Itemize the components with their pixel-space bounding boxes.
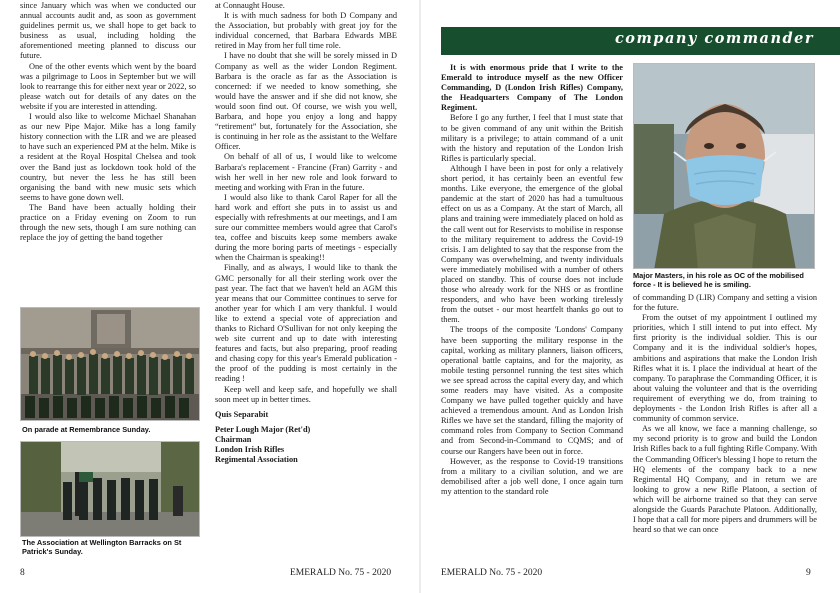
paragraph: Keep well and keep safe, and hopefully we shall soon meet up in better times. bbox=[215, 384, 397, 404]
paragraph: of commanding D (LIR) Company and setting a vision for the future. bbox=[633, 293, 817, 313]
signature-line: London Irish Rifles bbox=[215, 445, 285, 455]
paragraph: It is with enormous pride that I write to the Emerald to introduce myself as the new Officer Commanding, D (London Irish Rifles) Company, the Headquarters Company of The London Regiment. bbox=[441, 63, 623, 113]
paragraph: I have no doubt that she will be sorely missed in D Company as well as the wider London Regiment. Barbara is the oracle as far as the Association is concerned: if we needed to know something, she would have the answer and if she did not know, she would soon find out. Of course, we wish you well, Barbara, and hope you enjoy a long and happy “retirement” but, fortunately for the Association, she is continuing in her role as the assistant to the Welfare Officer. bbox=[215, 51, 397, 152]
remembrance-parade-photo bbox=[20, 307, 200, 421]
paragraph: since January which was when we conducted our annual accounts audit and, as soon as government guidelines permit us, we shall hope to get back to business as usual, including holding the aforementioned meeting planned to discuss our future. bbox=[20, 1, 196, 61]
paragraph: I would also like to welcome Michael Shanahan as our new Pipe Major. Mike has a long family history connection with the LIR and we are pleased to have such an experienced PM at the helm. Mike is a resident at the Royal Hospital Chelsea and took over the Band just as lockdown took hold of the country, but never the less he has still been organising the band with new music sets which seems to have gone down well. bbox=[20, 112, 196, 202]
section-banner bbox=[441, 27, 840, 55]
right-column-2-text bbox=[633, 293, 817, 563]
remembrance-photo-caption: On parade at Remembrance Sunday. bbox=[22, 425, 151, 434]
major-masters-photo bbox=[633, 63, 815, 269]
left-column-2-text bbox=[215, 1, 397, 561]
major-masters-photo-caption: Major Masters, in his role as OC of the mobilised force - It is believed he is smiling. bbox=[633, 271, 804, 289]
left-column-1-text bbox=[20, 1, 196, 306]
signature-line: Chairman bbox=[215, 434, 252, 444]
left-footer-title: EMERALD No. 75 - 2020 bbox=[290, 568, 392, 578]
left-page-number: 8 bbox=[20, 568, 25, 578]
wellington-photo-caption: The Association at Wellington Barracks on St Patrick's Sunday. bbox=[22, 538, 182, 556]
paragraph: The Band have been actually holding their practice on a Friday evening on Zoom to run through the new sets, though I am sure nothing can replace the joy of getting the band together bbox=[20, 202, 196, 243]
right-footer-title: EMERALD No. 75 - 2020 bbox=[441, 568, 543, 578]
signature-line: Peter Lough Major (Ret'd) bbox=[215, 424, 311, 434]
paragraph: However, as the response to Covid-19 transitions from a military to a civilian solution, and we are demobilised after a job well done, I once again turn my attention to the standard role bbox=[441, 456, 623, 496]
paragraph: On behalf of all of us, I would like to welcome Barbara's replacement - Francine (Fran) Garrity - and wish her well in her new role and look forward to meeting and working with Fran in the future. bbox=[215, 152, 397, 192]
right-page-number: 9 bbox=[806, 568, 811, 578]
paragraph: Although I have been in post for only a relatively short period, it has certainly been an eventful few months. Like everyone, the emergence of the global pandemic at the start of 2020 has had a tumultuous effect on us as a Company. At the start of March, all plans and training were immediately placed on hold as the call went out for Reservists to mobilise in response to the military requirement to address the Covid-19 crisis. I am delighted to say that the response from the Company was overwhelming, and twenty individuals were immediately mobilised with a number of others placed on standby. This of course does not include those who already work for the NHS or as frontline responders, and who have been working tirelessly from the outset - our most heartfelt thanks go out to them. bbox=[441, 163, 623, 325]
paragraph: I would also like to thank Carol Raper for all the hard work and effort she puts in to assist us and especially with refreshments at our meetings, and I am sure our committee members would agree that Carol's tea, coffee and biscuits keep some members awake during the more boring parts of meetings - especially when the Chairman is speaking!! bbox=[215, 192, 397, 263]
right-column-1-text bbox=[441, 63, 623, 563]
page-gutter bbox=[419, 0, 421, 593]
wellington-barracks-photo bbox=[20, 441, 200, 537]
paragraph: The troops of the composite 'Londons' Company have been supporting the military response in the capital, working as military planners, liaison officers, operational battle captains, and for the majority, as mobile testing personnel running the test sites which we see spread across the capital every day, and which some readers may have visited. As a composite Company we have pulled together quickly and have achieved a tremendous amount. And as London Irish Rifles we have set the standard, filling the majority of command roles from Company to Section Command and from Second-in-Command to CQMS; and of course our Rangers have been out in force. bbox=[441, 325, 623, 456]
paragraph: at Connaught House. bbox=[215, 1, 285, 10]
paragraph: Before I go any further, I feel that I must state that to be given command of any unit within the British military is a privilege; to attain command of a unit with the history and reputation of the London Irish Rifles is particularly special. bbox=[441, 113, 623, 163]
signature-line: Regimental Association bbox=[215, 455, 298, 465]
paragraph: From the outset of my appointment I outlined my priorities, which I still intend to put into effect. My first priority is the individual soldier. This is our Company and it is the individual soldier's hopes, ambitions and aspirations that make the London Irish Rifles what it is. I place the individual at heart of the company. To paraphrase the Commanding Officer, it is about valuing the volunteer and that is the overriding requirement of everything we do, from training to deployments - the London Irish Rifles is after all a community of common service. bbox=[633, 313, 817, 424]
signoff-motto: Quis Separabit bbox=[215, 409, 269, 419]
paragraph: As we all know, we face a manning challenge, so my second priority is to grow and build the London Irish Rifles back to a full fighting Rifle Company. With the Commanding Officer's blessing I hope to return the HQ elements of the company back to a new Regimental HQ Company, and in return we are looking to grow a new Rifle Platoon, a section of which will be airborne trained so that they can serve alongside the Guards Parachute Platoon. Additionally, I hope that a call for more pipers and drummers will be heard so that we can once bbox=[633, 424, 817, 535]
paragraph: One of the other events which went by the board was a pilgrimage to Loos in September but we will look to rearrange this for either next year or 2022, so please watch out for details of any dates on the website if you are interested in attending. bbox=[20, 61, 196, 111]
paragraph: Finally, and as always, I would like to thank the GMC personally for all their sterling work over the past year. The fact that we haven't held an AGM this year means that our Committee continues to serve for another year for which I am very thankful. I would like to extend a special vote of appreciation and thanks to Richard O'Sullivan for not only keeping the web site current and up to date with interesting features and facts, but also preparing, proof reading and chasing copy for this year's Emerald publication - the proof of the pudding is most certainly in the reading ! bbox=[215, 263, 397, 384]
section-title: company commander bbox=[614, 30, 814, 47]
paragraph: It is with much sadness for both D Company and the Association, but probably with great joy for the individual concerned, that Barbara Edwards MBE retired in May from her full time role. bbox=[215, 11, 397, 51]
